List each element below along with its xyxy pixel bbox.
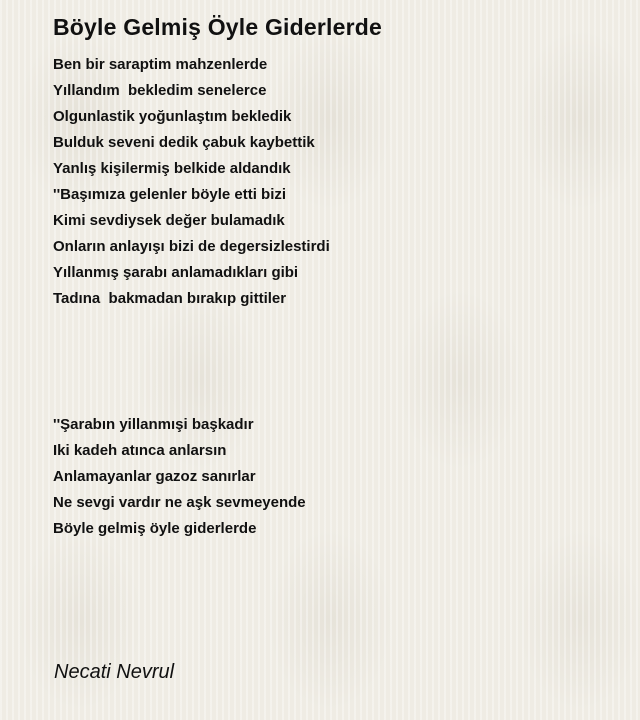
- poem-line: ''Başımıza gelenler böyle etti bizi: [53, 186, 287, 203]
- poem-line: Bulduk seveni dedik çabuk kaybettik: [53, 134, 315, 151]
- poem-line: Anlamayanlar gazoz sanırlar: [53, 468, 256, 485]
- poem-line: Böyle gelmiş öyle giderlerde: [53, 520, 257, 537]
- poem-line: Kimi sevdiysek değer bulamadık: [53, 212, 285, 229]
- poem-line: Yanlış kişilermiş belkide aldandık: [53, 160, 291, 177]
- poem-line: Yıllandım bekledim senelerce: [53, 82, 267, 99]
- poem-line: Onların anlayışı bizi de degersizlestirdi: [53, 238, 330, 255]
- poem-line: ''Şarabın yillanmışi başkadır: [53, 416, 254, 433]
- poem-author: Necati Nevrul: [54, 661, 175, 683]
- poem-line: Tadına bakmadan bırakıp gittiler: [53, 290, 287, 307]
- poem-line: Ben bir saraptim mahzenlerde: [53, 56, 268, 73]
- poem-line: Ne sevgi vardır ne aşk sevmeyende: [53, 494, 306, 511]
- stanza-2: [53, 412, 306, 542]
- poem-line: Yıllanmış şarabı anlamadıkları gibi: [53, 264, 299, 281]
- poem-line: Olgunlastik yoğunlaştım bekledik: [53, 108, 292, 125]
- poem-line: Iki kadeh atınca anlarsın: [53, 442, 227, 459]
- poem-title: Böyle Gelmiş Öyle Giderlerde: [53, 14, 383, 40]
- stanza-1: [53, 52, 330, 312]
